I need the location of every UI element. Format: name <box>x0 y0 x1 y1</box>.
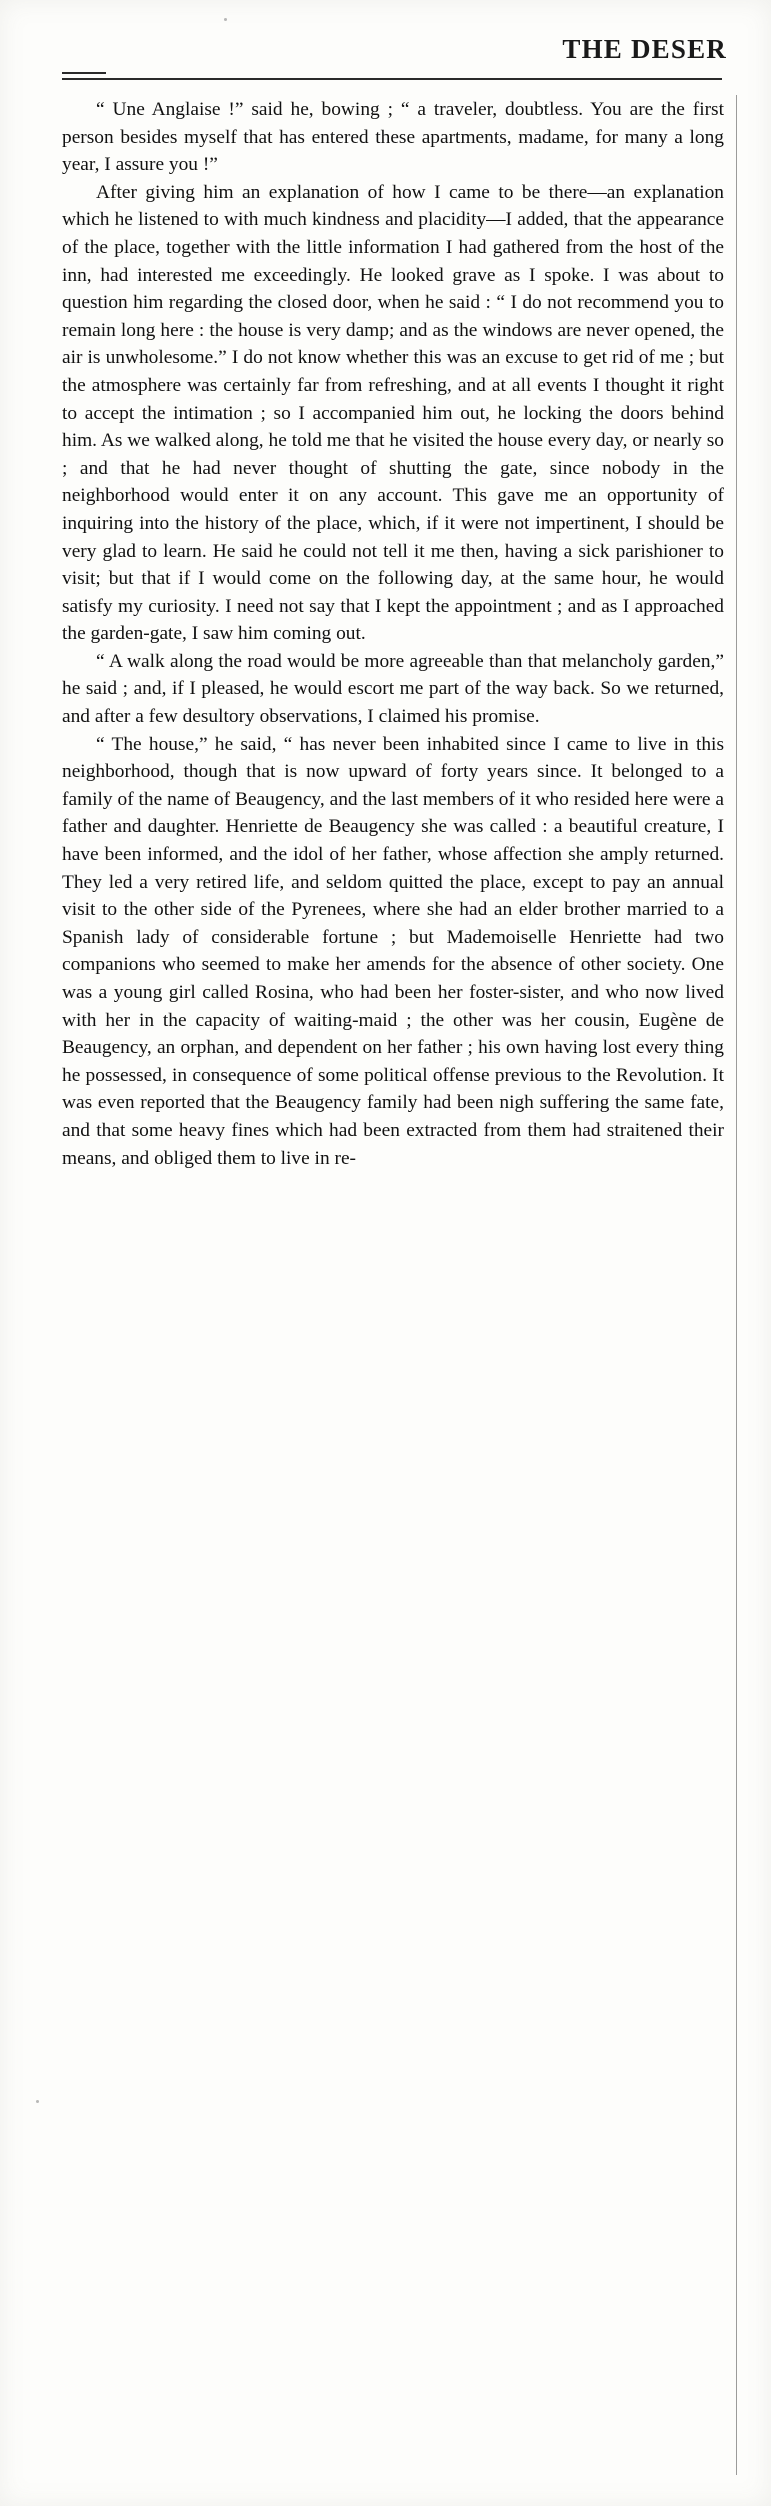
column-rule <box>736 95 737 2475</box>
running-head: THE DESER <box>562 34 727 64</box>
paper-speck <box>36 2100 39 2103</box>
paragraph: “ The house,” he said, “ has never been inhabited since I came to live in this neighborhood, though that is now upward of forty years since. It belonged to a family of the name of Beaugency, and the last members of it who resided here were a father and daughter. Henriette de Beaugency she was called : a beautiful creature, I have been informed, and the idol of her father, whose affection she amply returned. They led a very retired life, and seldom quitted the place, except to pay an annual visit to the other side of the Pyrenees, where she had an elder brother married to a Spanish lady of considerable fortune ; but Mademoiselle Henriette had two companions who seemed to make her amends for the absence of other society. One was a young girl called Rosina, who had been her foster-sister, and who now lived with her in the capacity of waiting-maid ; the other was her cousin, Eugène de Beaugency, an orphan, and dependent on her father ; his own having lost every thing he possessed, in consequence of some political offense previous to the Revolution. It was even reported that the Beaugency family had been nigh suffering the same fate, and that some heavy fines which had been extracted from them had straitened their means, and obliged them to live in re- <box>62 733 724 1169</box>
paper-speck <box>224 18 227 21</box>
paragraph: After giving him an explanation of how I came to be there—an explanation which he listened to with much kindness and placidity—I added, that the appearance of the place, together with the little information I had gathered from the host of the inn, had interested me exceedingly. He looked grave as I spoke. I was about to question him regarding the closed door, when he said : “ I do not recommend you to remain long here : the house is very damp; and as the windows are never opened, the air is unwholesome.” I do not know whether this was an excuse to get rid of me ; but the atmosphere was certainly far from refreshing, and at all events I thought it right to accept the intimation ; so I accompanied him out, he locking the doors behind him. As we walked along, he told me that he visited the house every day, or nearly so ; and that he had never thought of shutting the gate, since nobody in the neighborhood would enter it on any account. This gave me an opportunity of inquiring into the history of the place, which, if it were not impertinent, I should be very glad to learn. He said he could not tell it me then, having a sick parishioner to visit; but that if I would come on the following day, at the same hour, he would satisfy my curiosity. I need not say that I kept the appointment ; and as I approached the garden-gate, I saw him coming out. <box>62 181 724 645</box>
paragraph: “ Une Anglaise !” said he, bowing ; “ a traveler, doubtless. You are the first person besides myself that has entered these apartments, madame, for many a long year, I assure you !” <box>62 99 724 176</box>
paragraph: “ A walk along the road would be more agreeable than that melancholy garden,” he said ; and, if I pleased, he would escort me part of the way back. So we returned, and after a few desultory observations, I claimed his promise. <box>62 650 724 728</box>
header-short-rule <box>62 72 106 74</box>
header-rule <box>62 78 722 80</box>
body-text <box>62 96 724 1172</box>
